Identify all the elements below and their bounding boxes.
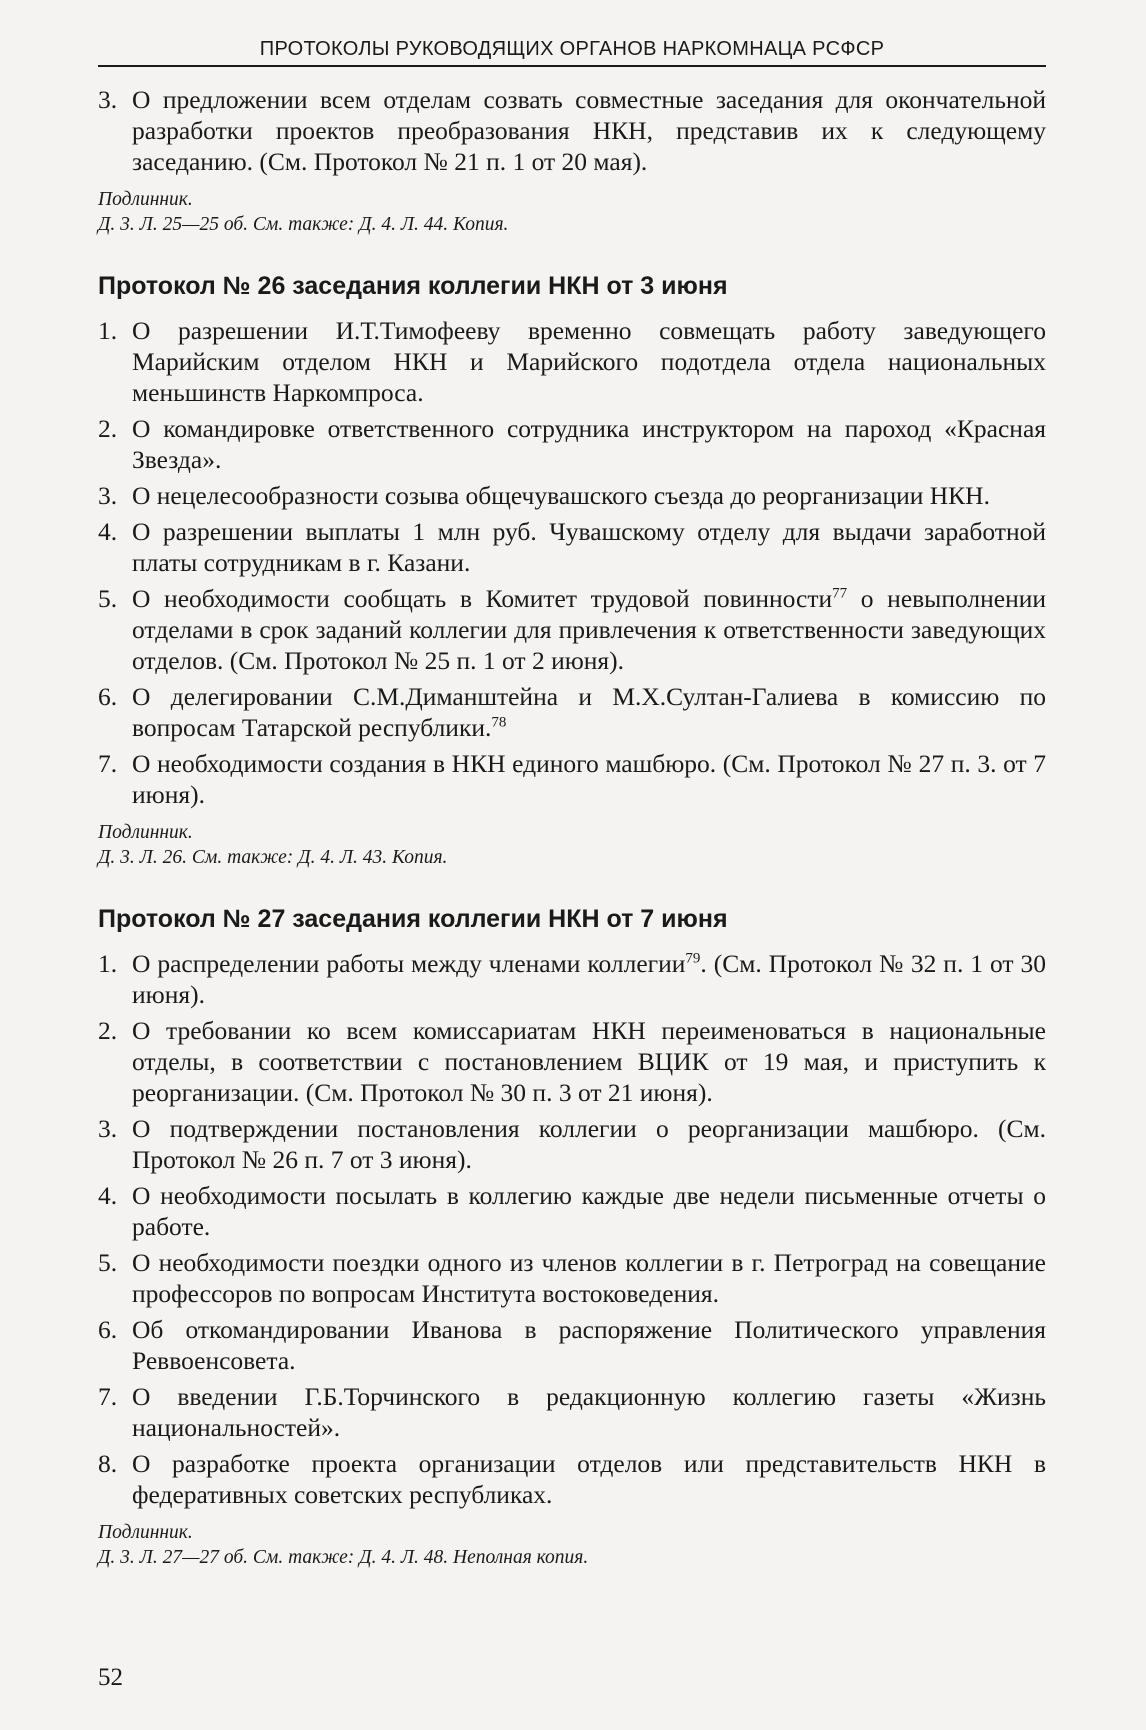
item-text: О разрешении выплаты 1 млн руб. Чувашскому отделу для выдачи заработной платы сотрудникам в г. Казани. — [132, 517, 1046, 577]
item-number: 2. — [98, 1016, 118, 1045]
source-line: Подлинник. — [98, 822, 193, 843]
page-number: 52 — [98, 1664, 123, 1691]
protocol-27-heading: Протокол № 27 заседания коллегии НКН от 7 июня — [98, 905, 728, 933]
item-number: 6. — [98, 682, 118, 711]
item-number: 1. — [98, 316, 118, 345]
item-text-part: О распределении работы между членами коллегии — [132, 949, 686, 978]
source-note — [98, 1520, 1046, 1570]
source-line: Подлинник. — [98, 189, 193, 210]
list-item — [98, 1015, 1046, 1108]
item-text — [132, 948, 1046, 1010]
source-line: Д. 3. Л. 25—25 об. См. также: Д. 4. Л. 44. Копия. — [98, 214, 509, 235]
list-item — [98, 413, 1046, 475]
item-number: 8. — [98, 1449, 118, 1478]
item-text — [132, 583, 1046, 676]
item-number: 7. — [98, 1382, 118, 1411]
footnote-ref: 77 — [832, 585, 848, 602]
protocol-26-heading: Протокол № 26 заседания коллегии НКН от 3 июня — [98, 272, 728, 300]
item-number: 4. — [98, 517, 118, 546]
list-item — [98, 748, 1046, 810]
item-text: О подтверждении постановления коллегии о реорганизации машбюро. (См. Протокол № 26 п. 7 от 3 июня). — [132, 1114, 1046, 1174]
item-number: 5. — [98, 1248, 118, 1277]
list-item — [98, 315, 1046, 408]
list-item — [98, 480, 1046, 511]
list-item — [98, 1113, 1046, 1175]
item-text-part: О делегировании С.М.Диманштейна и М.Х.Султан-Галиева в комиссию по вопросам Татарской республики. — [132, 682, 1046, 742]
item-text-part: . (См. Протокол № 32 п. 1 от 30 июня). — [132, 949, 1046, 1009]
item-text: О нецелесообразности созыва общечувашского съезда до реорганизации НКН. — [132, 481, 990, 510]
item-text-part: о невыполнении отделами в срок заданий коллегии для привлечения к ответственности заведующих отделов. (См. Протокол № 25 п. 1 от 2 июня). — [132, 584, 1047, 675]
list-item — [98, 948, 1046, 1010]
item-text: О необходимости посылать в коллегию каждые две недели письменные отчеты о работе. — [132, 1181, 1046, 1241]
item-text: О введении Г.Б.Торчинского в редакционную коллегию газеты «Жизнь национальностей». — [132, 1382, 1046, 1442]
list-item — [98, 1381, 1046, 1443]
item-text: О командировке ответственного сотрудника инструктором на пароход «Красная Звезда». — [132, 414, 1046, 474]
running-head: ПРОТОКОЛЫ РУКОВОДЯЩИХ ОРГАНОВ НАРКОМНАЦА РСФСР — [98, 38, 1046, 67]
item-text: О разработке проекта организации отделов или представительств НКН в федеративных советских республиках. — [132, 1449, 1046, 1509]
item-text: Об откомандировании Иванова в распоряжение Политического управления Реввоенсовета. — [132, 1315, 1046, 1375]
item-number: 3. — [98, 85, 118, 114]
source-line: Д. 3. Л. 26. См. также: Д. 4. Л. 43. Копия. — [98, 847, 448, 868]
item-text: О необходимости поездки одного из членов коллегии в г. Петроград на совещание профессоров по вопросам Института востоковедения. — [132, 1248, 1046, 1308]
list-item — [98, 1314, 1046, 1376]
item-text: О предложении всем отделам созвать совместные заседания для окончательной разработки проектов преобразования НКН, представив их к следующему заседанию. (См. Протокол № 21 п. 1 от 20 мая). — [132, 85, 1046, 176]
item-number: 3. — [98, 1114, 118, 1143]
item-text — [132, 681, 1046, 743]
item-number: 6. — [98, 1315, 118, 1344]
item-number: 1. — [98, 949, 118, 978]
list-item — [98, 516, 1046, 578]
source-line: Д. 3. Л. 27—27 об. См. также: Д. 4. Л. 48. Неполная копия. — [98, 1547, 589, 1568]
item-text: О требовании ко всем комиссариатам НКН переименоваться в национальные отделы, в соответствии с постановлением ВЦИК от 19 мая, и приступить к реорганизации. (См. Протокол № 30 п. 3 от 21 июня). — [132, 1016, 1046, 1107]
item-number: 7. — [98, 749, 118, 778]
footnote-ref: 79 — [685, 950, 701, 967]
list-item — [98, 1448, 1046, 1510]
item-number: 2. — [98, 414, 118, 443]
list-item — [98, 1180, 1046, 1242]
item-text: О необходимости создания в НКН единого машбюро. (См. Протокол № 27 п. 3. от 7 июня). — [132, 749, 1046, 809]
list-item — [98, 681, 1046, 743]
item-number: 4. — [98, 1181, 118, 1210]
list-item — [98, 1247, 1046, 1309]
item-number: 5. — [98, 584, 118, 613]
list-item — [98, 84, 1046, 177]
footnote-ref: 78 — [491, 714, 507, 731]
source-line: Подлинник. — [98, 1522, 193, 1543]
page-content — [98, 84, 1046, 1570]
item-text: О разрешении И.Т.Тимофееву временно совмещать работу заведующего Марийским отделом НКН и Марийского подотдела отдела национальных меньшинств Наркомпроса. — [132, 316, 1046, 407]
item-text-part: О необходимости сообщать в Комитет трудовой повинности — [132, 584, 833, 613]
item-number: 3. — [98, 481, 118, 510]
list-item — [98, 583, 1046, 676]
source-note — [98, 820, 1046, 870]
source-note — [98, 187, 1046, 237]
